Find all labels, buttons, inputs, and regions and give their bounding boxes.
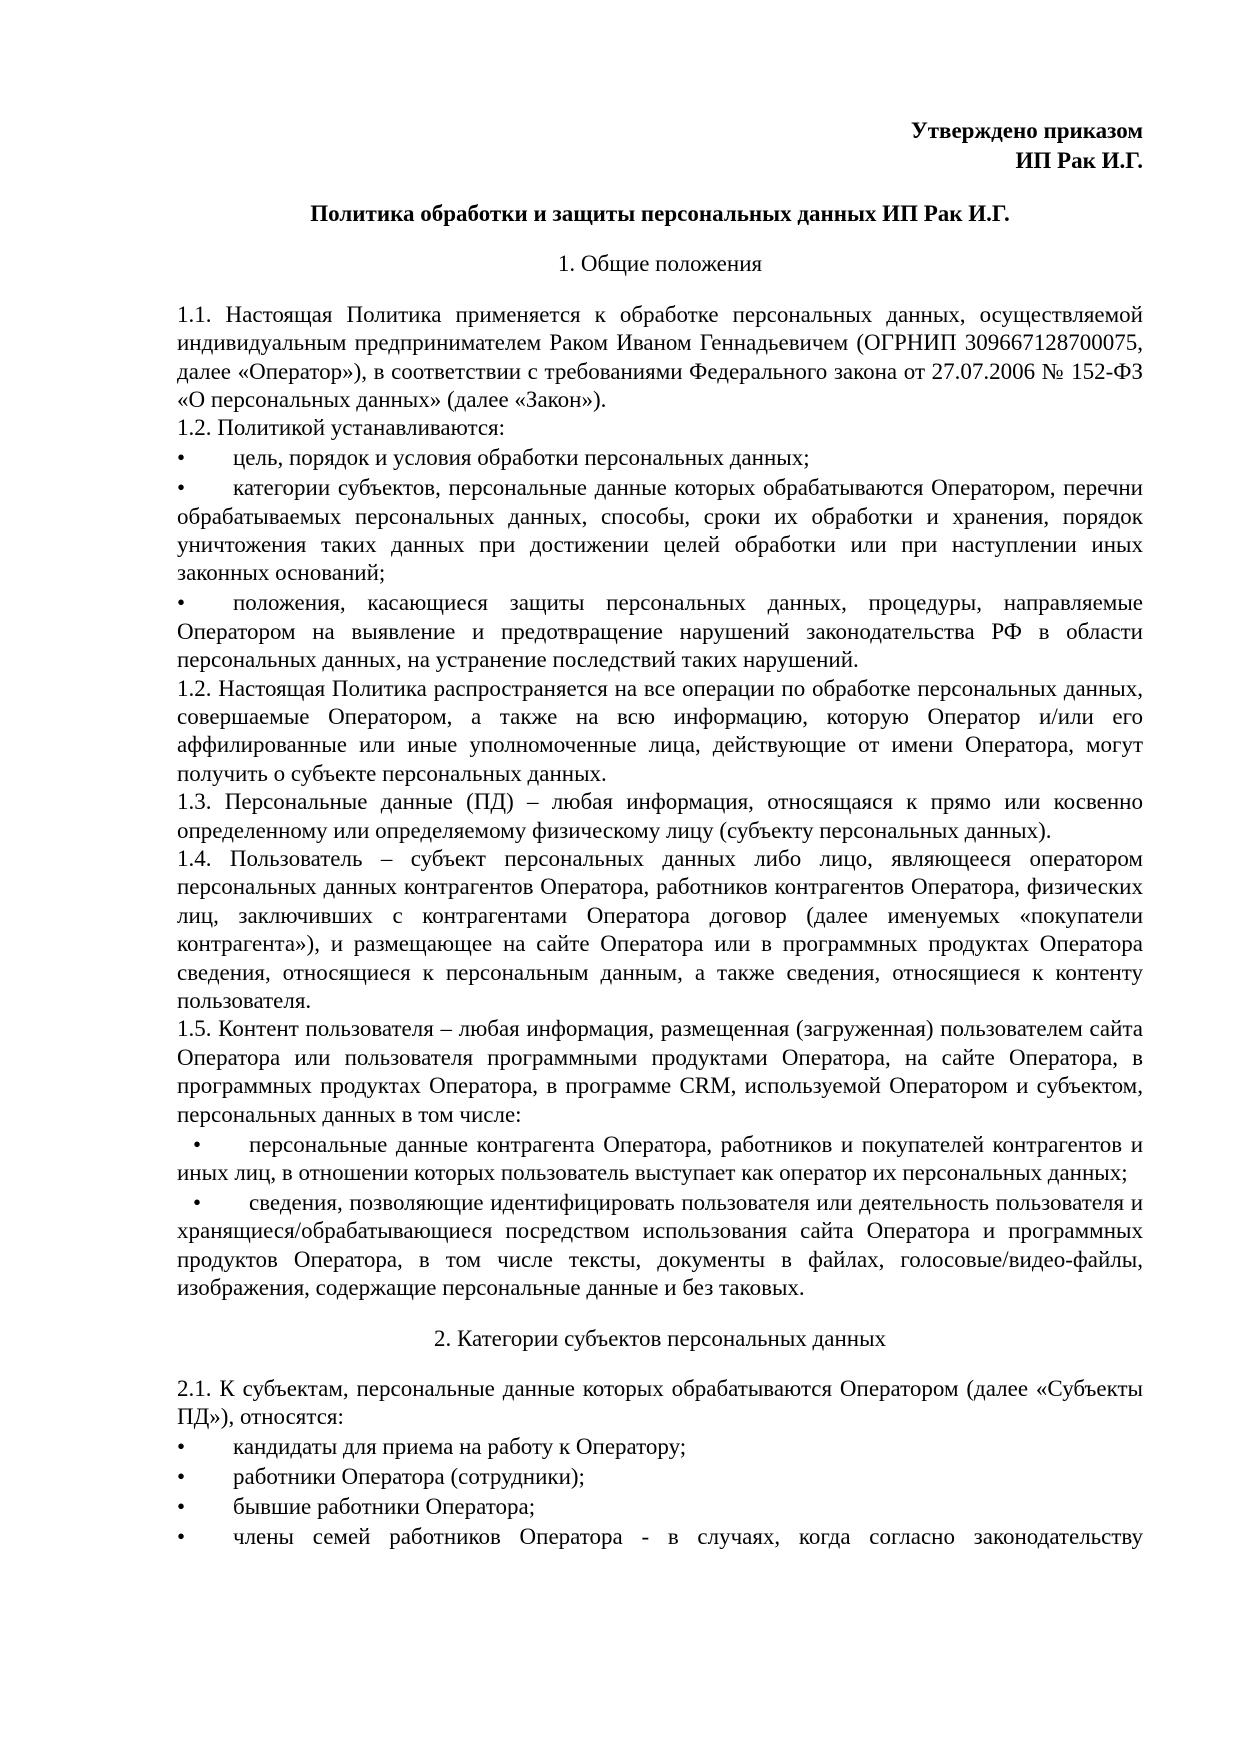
list-item <box>177 1189 1143 1303</box>
approval-line-1: Утверждено приказом <box>910 118 1143 143</box>
paragraph-2-1: 2.1. К субъектам, персональные данные которых обрабатываются Оператором (далее «Субъекты ПД»), относятся: <box>177 1375 1143 1430</box>
bullet-icon: • <box>177 1523 186 1549</box>
list-item <box>177 474 1143 588</box>
bullet-icon: • <box>177 475 186 501</box>
document-title: Политика обработки и защиты персональных данных ИП Рак И.Г. <box>310 201 1010 226</box>
approval-line-2: ИП Рак И.Г. <box>1015 148 1143 173</box>
paragraph-1-2-intro: 1.2. Политикой устанавливаются: <box>177 415 506 441</box>
list-item-text: персональные данные контрагента Оператора, работников и покупателей контрагентов и иных лиц, в отношении которых пользователь выступает как оператор их персональных данных; <box>177 1131 1143 1185</box>
bullet-icon: • <box>193 1189 202 1215</box>
section-1-heading: 1. Общие положения <box>557 251 763 277</box>
list-item <box>177 1433 1143 1461</box>
list-item-text: положения, касающиеся защиты персональных данных, процедуры, направляемые Оператором на выявление и предотвращение нарушений законодательства РФ в области персональных данных, на устранение последствий таких нарушений. <box>177 590 1143 673</box>
list-item <box>177 1463 1143 1491</box>
bullet-icon: • <box>177 590 186 616</box>
approval-block <box>177 116 1143 176</box>
list-item-text: цель, порядок и условия обработки персональных данных; <box>233 445 810 471</box>
list-item-text: сведения, позволяющие идентифицировать пользователя или деятельность пользователя и хранящиеся/обрабатывающиеся посредством использования сайта Оператора и программных продуктов Оператора, в том числе тексты, документы в файлах, голосовые/видео-файлы, изображения, содержащие персональные данные и без таковых. <box>177 1189 1143 1301</box>
bullet-icon: • <box>177 445 186 471</box>
bullet-icon: • <box>177 1434 186 1460</box>
list-item-text: кандидаты для приема на работу к Оператору; <box>233 1434 687 1460</box>
list-item-text: работники Оператора (сотрудники); <box>233 1464 585 1490</box>
document-page <box>177 116 1143 1551</box>
section-2-heading: 2. Категории субъектов персональных данных <box>433 1325 887 1351</box>
list-item-text: категории субъектов, персональные данные которых обрабатываются Оператором, перечни обрабатываемых персональных данных, способы, сроки их обработки и хранения, порядок уничтожения таких данных при достижении целей обработки или при наступлении иных законных оснований; <box>177 475 1143 586</box>
bullet-icon: • <box>177 1464 186 1490</box>
list-item <box>177 1493 1143 1521</box>
bullet-icon: • <box>193 1131 202 1157</box>
list-item <box>177 1131 1143 1188</box>
paragraph-1-2-scope: 1.2. Настоящая Политика распространяется на все операции по обработке персональных данных, совершаемые Оператором, а также на всю информацию, которую Оператор и/или его аффилированные или иные уполномоченные лица, действующие от имени Оператора, могут получить о субъекте персональных данных. <box>177 675 1143 786</box>
list-item <box>177 589 1143 674</box>
paragraph-1-5: 1.5. Контент пользователя – любая информация, размещенная (загруженная) пользователем сайта Оператора или пользователя программными продуктами Оператора, на сайте Оператора, в программных продуктах Оператора, в программе CRM, используемой Оператором и субъектом, персональных данных в том числе: <box>177 1016 1143 1127</box>
paragraph-1-3: 1.3. Персональные данные (ПД) – любая информация, относящаяся к прямо или косвенно определенному или определяемому физическому лицу (субъекту персональных данных). <box>177 789 1143 843</box>
paragraph-1-4: 1.4. Пользователь – субъект персональных данных либо лицо, являющееся оператором персональных данных контрагентов Оператора, работников контрагентов Оператора, физических лиц, заключивших с контрагентами Оператора договор (далее именуемых «покупатели контрагента»), и размещающее на сайте Оператора или в программных продуктах Оператора сведения, относящиеся к персональным данным, а также сведения, относящиеся к контенту пользователя. <box>177 846 1143 1014</box>
list-item <box>177 1523 1143 1551</box>
list-item-text: бывшие работники Оператора; <box>233 1494 536 1520</box>
bullet-icon: • <box>177 1494 186 1520</box>
list-item <box>177 444 1143 472</box>
list-item-text: члены семей работников Оператора - в случаях, когда согласно законодательству <box>233 1523 1143 1549</box>
paragraph-1-1: 1.1. Настоящая Политика применяется к обработке персональных данных, осуществляемой индивидуальным предпринимателем Раком Иваном Геннадьевичем (ОГРНИП 309667128700075, далее «Оператор»), в соответствии с требованиями Федерального закона от 27.07.2006 № 152-ФЗ «О персональных данных» (далее «Закон»). <box>177 301 1143 413</box>
